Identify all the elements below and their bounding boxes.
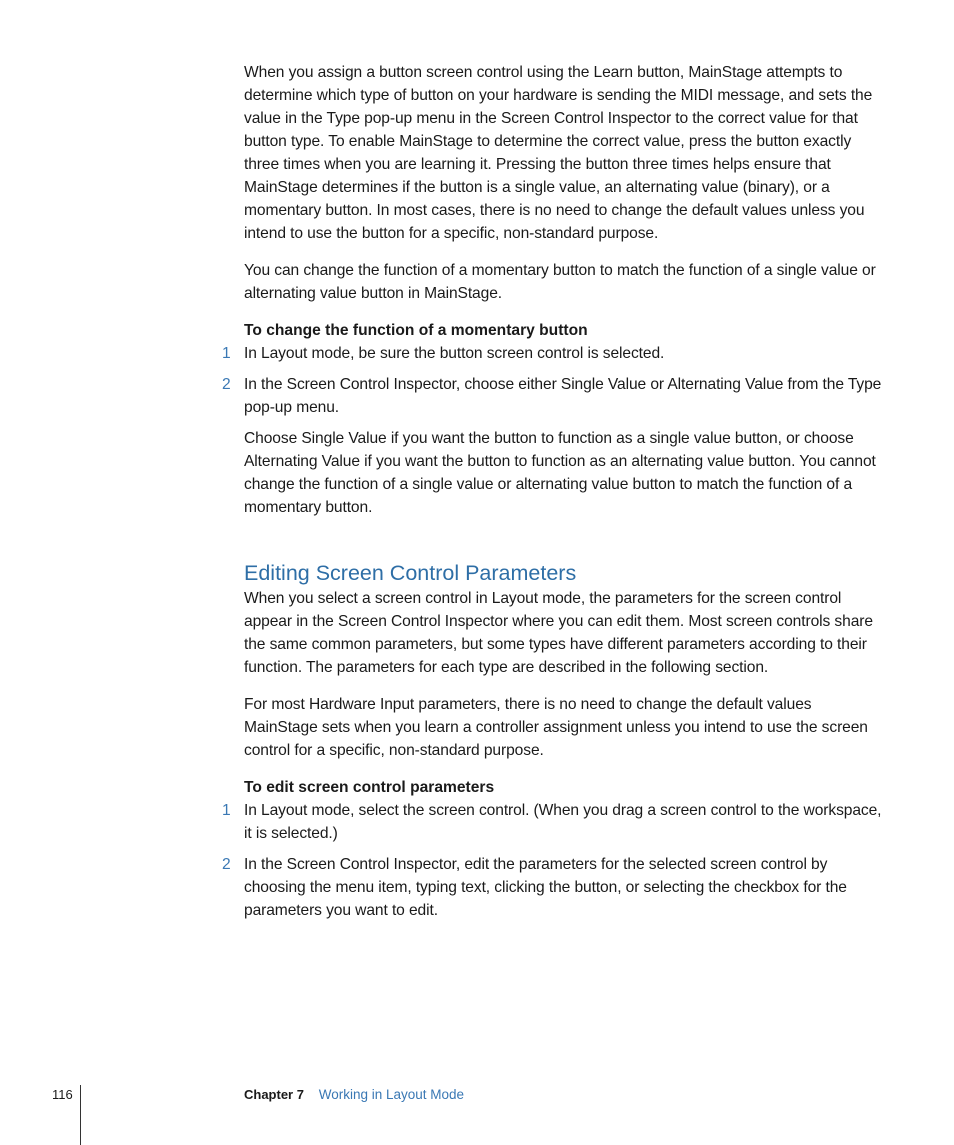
body-paragraph: When you select a screen control in Layout mode, the parameters for the screen control appear in the Screen Control Inspector where you can edit them. Most screen controls share the same common parameters, but some types have different parameters according to their function. The parameters for each type are described in the following section. [244, 590, 873, 676]
body-paragraph: For most Hardware Input parameters, there is no need to change the default values MainStage sets when you learn a controller assignment unless you intend to use the screen control for a specific, non-standard purpose. [244, 696, 868, 759]
footer-divider [80, 1085, 81, 1145]
page-content [222, 61, 884, 922]
step-item [222, 342, 884, 365]
step-text: In Layout mode, select the screen control. (When you drag a screen control to the workspace, it is selected.) [244, 802, 882, 842]
task-heading: To change the function of a momentary button [244, 322, 588, 339]
footer-chapter [244, 1086, 464, 1104]
body-paragraph: You can change the function of a momentary button to match the function of a single value or alternating value button in MainStage. [244, 262, 876, 302]
body-paragraph: When you assign a button screen control using the Learn button, MainStage attempts to determine which type of button on your hardware is sending the MIDI message, and sets the value in the Type pop-up menu in the Screen Control Inspector to the correct value for that button type. To enable MainStage to determine the correct value, press the button exactly three times when you are learning it. Pressing the button three times helps ensure that MainStage determines if the button is a single value, an alternating value (binary), or a momentary button. In most cases, there is no need to change the default values unless you intend to use the button for a specific, non-standard purpose. [244, 64, 873, 242]
step-item [222, 373, 884, 419]
step-number: 1 [222, 802, 231, 819]
page-number: 116 [52, 1087, 73, 1102]
step-number: 2 [222, 856, 231, 873]
step-number: 2 [222, 376, 231, 393]
section-title: Editing Screen Control Parameters [244, 561, 577, 585]
step-text: In the Screen Control Inspector, choose either Single Value or Alternating Value from the Type pop-up menu. [244, 376, 882, 416]
chapter-label: Chapter 7 [244, 1087, 304, 1102]
step-text: In the Screen Control Inspector, edit the parameters for the selected screen control by choosing the menu item, typing text, clicking the button, or selecting the checkbox for the parameters you want to edit. [244, 856, 847, 919]
step-note: Choose Single Value if you want the button to function as a single value button, or choose Alternating Value if you want the button to function as an alternating value button. You cannot change the function of a single value or alternating value button to match the function of a momentary button. [244, 430, 876, 516]
step-item [222, 853, 884, 922]
step-number: 1 [222, 345, 231, 362]
chapter-title: Working in Layout Mode [318, 1087, 465, 1102]
step-text: In Layout mode, be sure the button screen control is selected. [244, 345, 665, 362]
step-item [222, 799, 884, 845]
task-heading: To edit screen control parameters [244, 779, 495, 796]
